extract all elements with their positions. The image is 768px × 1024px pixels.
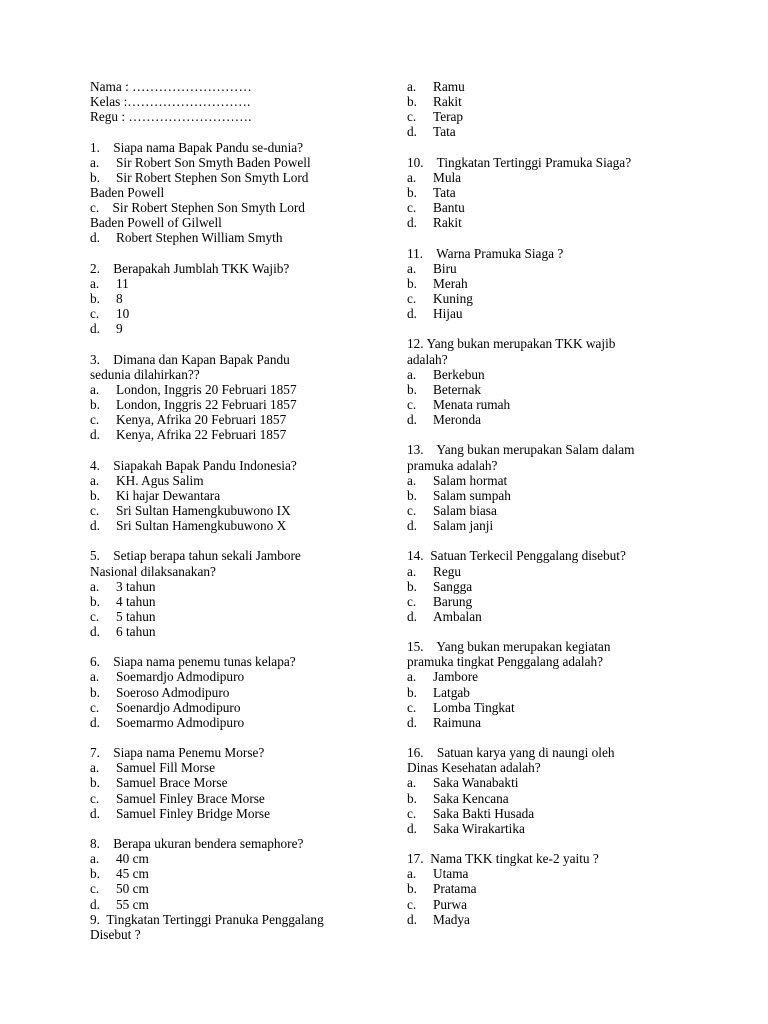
option-text: Mula [433, 169, 462, 185]
answer-option [90, 760, 380, 775]
option-text: 55 cm [116, 896, 149, 912]
answer-option [90, 427, 380, 442]
name-field: Nama : ……………………… [90, 79, 252, 94]
answer-option [90, 806, 380, 821]
answer-option [407, 775, 682, 790]
answer-option [90, 488, 380, 503]
option-text: Samuel Finley Brace Morse [116, 790, 265, 806]
option-letter: a. [90, 578, 100, 594]
option-letter: c. [90, 412, 100, 428]
answer-option [90, 594, 380, 609]
spacer [407, 321, 682, 336]
answer-option [90, 775, 380, 790]
option-letter: d. [407, 215, 417, 231]
option-text: Rakit [433, 215, 462, 231]
option-letter: d. [90, 624, 100, 640]
spacer [407, 140, 682, 155]
option-text: Salam biasa [433, 502, 497, 518]
option-text: Merah [433, 275, 468, 291]
text-continuation: Baden Powell of Gilwell [90, 215, 222, 231]
spacer [90, 821, 380, 836]
answer-option [407, 866, 682, 881]
option-text: Salam sumpah [433, 487, 511, 503]
left-column [90, 79, 380, 942]
option-letter: c. [407, 290, 417, 306]
option-letter: a. [90, 472, 100, 488]
question-text: 14. Satuan Terkecil Penggalang disebut? [407, 548, 626, 564]
question-text: 6. Siapa nama penemu tunas kelapa? [90, 654, 296, 670]
question-text: 11. Warna Pramuka Siaga ? [407, 245, 564, 261]
option-letter: a. [407, 169, 417, 185]
answer-option [90, 609, 380, 624]
option-text: Saka Wanabakti [433, 775, 519, 791]
answer-option [407, 881, 682, 896]
option-letter: a. [407, 472, 417, 488]
option-text: Utama [433, 866, 469, 882]
answer-option [90, 306, 380, 321]
option-letter: a. [407, 775, 417, 791]
answer-option [407, 594, 682, 609]
option-text: Robert Stephen William Smyth [116, 230, 283, 246]
question-text: 13. Yang bukan merupakan Salam dalam [407, 442, 635, 458]
option-letter: c. [407, 396, 417, 412]
answer-option [90, 170, 380, 185]
question-text: 8. Berapa ukuran bendera semaphore? [90, 836, 304, 852]
option-letter: c. [407, 109, 417, 125]
option-letter: d. [407, 306, 417, 322]
option-letter: c. [407, 805, 417, 821]
answer-option [90, 155, 380, 170]
option-text: Sri Sultan Hamengkubuwono X [116, 518, 287, 534]
class-field: Kelas :………………………. [90, 94, 251, 110]
option-text: Salam janji [433, 518, 494, 534]
question-text: 2. Berapakah Jumblah TKK Wajib? [90, 260, 290, 276]
text-continuation: pramuka tingkat Penggalang adalah? [407, 654, 604, 670]
option-letter: c. [90, 881, 100, 897]
answer-option [90, 685, 380, 700]
answer-option [407, 94, 682, 109]
option-text: Terap [433, 109, 464, 125]
text-continuation: Nasional dilaksanakan? [90, 563, 216, 579]
option-letter: b. [407, 684, 417, 700]
option-letter: a. [407, 669, 417, 685]
option-letter: d. [90, 896, 100, 912]
answer-option [407, 579, 682, 594]
option-text: Jambore [433, 669, 479, 685]
option-letter: b. [90, 290, 100, 306]
spacer [407, 427, 682, 442]
answer-option [407, 200, 682, 215]
option-text: Samuel Brace Morse [116, 775, 228, 791]
option-text: Rakit [433, 94, 462, 110]
spacer [90, 730, 380, 745]
option-letter: a. [90, 154, 100, 170]
answer-option [407, 912, 682, 927]
option-text: Soemardjo Admodipuro [116, 669, 245, 685]
option-text: 40 cm [116, 851, 149, 867]
option-text: Samuel Finley Bridge Morse [116, 805, 271, 821]
option-letter: b. [407, 381, 417, 397]
option-letter: d. [90, 230, 100, 246]
option-letter: c. [90, 790, 100, 806]
answer-option [407, 564, 682, 579]
option-letter: c. [90, 306, 100, 322]
option-letter: a. [407, 563, 417, 579]
option-letter: b. [90, 593, 100, 609]
option-text: Ki hajar Dewantara [116, 487, 221, 503]
answer-option [407, 669, 682, 684]
answer-option [407, 170, 682, 185]
option-letter: b. [90, 866, 100, 882]
answer-option [407, 261, 682, 276]
text-continuation: pramuka adalah? [407, 457, 498, 473]
option-letter: c. [407, 502, 417, 518]
option-text: Menata rumah [433, 396, 511, 412]
group-field: Regu : ………………………. [90, 109, 252, 125]
answer-option [407, 700, 682, 715]
option-text: Raimuna [433, 714, 482, 730]
text-continuation: Disebut ? [90, 926, 141, 942]
option-text: Soeroso Admodipuro [116, 684, 230, 700]
answer-option [407, 109, 682, 124]
answer-option [407, 124, 682, 139]
option-letter: b. [407, 790, 417, 806]
option-text: Ramu [433, 79, 465, 94]
text-continuation: adalah? [407, 351, 448, 367]
option-letter: c. [407, 699, 417, 715]
option-text: Pratama [433, 881, 477, 897]
answer-option [407, 397, 682, 412]
answer-option [90, 230, 380, 245]
answer-option [407, 609, 682, 624]
answer-option [90, 881, 380, 896]
option-letter: d. [90, 714, 100, 730]
answer-option [407, 791, 682, 806]
option-letter: b. [407, 94, 417, 110]
text-continuation: sedunia dilahirkan?? [90, 366, 200, 382]
option-text: Berkebun [433, 366, 485, 382]
spacer [407, 230, 682, 245]
option-letter: a. [90, 381, 100, 397]
option-letter: b. [407, 275, 417, 291]
option-text: Bantu [433, 200, 465, 216]
right-question-list [407, 79, 682, 927]
question-text: 5. Setiap berapa tahun sekali Jambore [90, 548, 301, 564]
option-text: Sir Robert Son Smyth Baden Powell [116, 154, 311, 170]
option-letter: c. [90, 502, 100, 518]
option-text: Kuning [433, 290, 473, 306]
option-text: KH. Agus Salim [116, 472, 204, 488]
option-text: London, Inggris 20 Februari 1857 [116, 381, 297, 397]
answer-option [407, 79, 682, 94]
answer-option [90, 897, 380, 912]
option-letter: c. [90, 608, 100, 624]
option-text: Kenya, Afrika 20 Februari 1857 [116, 412, 287, 428]
answer-option [407, 306, 682, 321]
option-text: 6 tahun [116, 624, 156, 640]
option-letter: a. [90, 275, 100, 291]
text-continuation: Dinas Kesehatan adalah? [407, 760, 541, 776]
option-text: Beternak [433, 381, 481, 397]
option-letter: b. [407, 881, 417, 897]
answer-option [90, 291, 380, 306]
answer-option [407, 412, 682, 427]
option-text: London, Inggris 22 Februari 1857 [116, 396, 297, 412]
option-text: 8 [116, 290, 123, 306]
option-text: Saka Wirakartika [433, 820, 525, 836]
answer-option [407, 215, 682, 230]
option-letter: d. [407, 608, 417, 624]
option-text: Samuel Fill Morse [116, 760, 215, 776]
option-letter: d. [407, 124, 417, 140]
answer-option [407, 291, 682, 306]
spacer [90, 639, 380, 654]
answer-option [407, 715, 682, 730]
option-letter: c. [407, 200, 417, 216]
option-letter: a. [407, 866, 417, 882]
option-text: Sangga [433, 578, 473, 594]
option-text: Soenardjo Admodipuro [116, 699, 241, 715]
option-letter: a. [90, 851, 100, 867]
option-text: 5 tahun [116, 608, 156, 624]
option-text: Barung [433, 593, 473, 609]
answer-option [90, 397, 380, 412]
option-letter: b. [90, 169, 100, 185]
left-question-list [90, 140, 380, 942]
answer-option [90, 412, 380, 427]
option-text: Salam hormat [433, 472, 508, 488]
question-text: 7. Siapa nama Penemu Morse? [90, 745, 265, 761]
option-letter: c. [407, 593, 417, 609]
option-letter: a. [407, 79, 417, 94]
answer-option [407, 518, 682, 533]
answer-option [90, 503, 380, 518]
option-letter: a. [90, 760, 100, 776]
option-text: Soemarmo Admodipuro [116, 714, 245, 730]
spacer [407, 836, 682, 851]
option-text: Sir Robert Stephen Son Smyth Lord [116, 169, 309, 185]
option-letter: a. [90, 669, 100, 685]
option-letter: d. [407, 911, 417, 927]
question-text: 15. Yang bukan merupakan kegiatan [407, 639, 611, 655]
option-text: Ambalan [433, 608, 482, 624]
option-text: Regu [433, 563, 462, 579]
spacer [407, 730, 682, 745]
option-text: Latgab [433, 684, 470, 700]
option-letter: b. [90, 684, 100, 700]
spacer [90, 336, 380, 351]
option-letter: d. [90, 427, 100, 443]
answer-option [407, 821, 682, 836]
answer-option [90, 715, 380, 730]
right-column [407, 79, 682, 927]
option-letter: d. [407, 714, 417, 730]
option-letter: c. [90, 699, 100, 715]
option-letter: b. [90, 487, 100, 503]
option-letter: a. [407, 260, 417, 276]
option-text: Tata [433, 124, 456, 140]
option-text: Meronda [433, 412, 481, 428]
answer-option [407, 473, 682, 488]
answer-option [90, 518, 380, 533]
answer-option [407, 806, 682, 821]
option-text: 9 [116, 321, 123, 337]
answer-option [90, 579, 380, 594]
option-letter: d. [407, 820, 417, 836]
answer-option [407, 276, 682, 291]
option-text: Biru [433, 260, 457, 276]
question-text: 9. Tingkatan Tertinggi Pranuka Penggalang [90, 911, 324, 927]
answer-option [90, 669, 380, 684]
answer-option [90, 276, 380, 291]
option-letter: d. [90, 805, 100, 821]
answer-option [90, 321, 380, 336]
option-text: Purwa [433, 896, 467, 912]
question-text: 3. Dimana dan Kapan Bapak Pandu [90, 351, 290, 367]
text-continuation: Baden Powell [90, 184, 165, 200]
option-letter: d. [407, 518, 417, 534]
answer-option [90, 791, 380, 806]
option-letter: c. [407, 896, 417, 912]
option-letter: d. [90, 518, 100, 534]
question-text: 12. Yang bukan merupakan TKK wajib [407, 336, 616, 352]
option-letter: b. [90, 775, 100, 791]
answer-option [90, 851, 380, 866]
spacer [90, 442, 380, 457]
answer-option [90, 382, 380, 397]
answer-option [407, 488, 682, 503]
spacer [407, 624, 682, 639]
option-text: 4 tahun [116, 593, 156, 609]
spacer [90, 533, 380, 548]
spacer [407, 533, 682, 548]
option-letter: a. [407, 366, 417, 382]
option-text: 45 cm [116, 866, 149, 882]
option-text: 10 [116, 306, 130, 322]
question-text: 4. Siapakah Bapak Pandu Indonesia? [90, 457, 297, 473]
option-text: 11 [116, 275, 129, 291]
option-text: Lomba Tingkat [433, 699, 515, 715]
question-text: 1. Siapa nama Bapak Pandu se-dunia? [90, 139, 304, 155]
answer-option [90, 624, 380, 639]
spacer [90, 246, 380, 261]
answer-option [90, 700, 380, 715]
question-text: 10. Tingkatan Tertinggi Pramuka Siaga? [407, 154, 632, 170]
answer-option [407, 897, 682, 912]
option-letter: b. [407, 487, 417, 503]
spacer [90, 124, 380, 139]
option-text: Sri Sultan Hamengkubuwono IX [116, 502, 291, 518]
answer-option [407, 503, 682, 518]
answer-option [407, 382, 682, 397]
answer-option [90, 473, 380, 488]
option-text: Tata [433, 184, 456, 200]
option-letter: b. [90, 396, 100, 412]
option-letter: b. [407, 184, 417, 200]
option-letter: d. [90, 321, 100, 337]
answer-option [407, 367, 682, 382]
answer-option [407, 685, 682, 700]
question-text: 16. Satuan karya yang di naungi oleh [407, 745, 615, 761]
option-text: Kenya, Afrika 22 Februari 1857 [116, 427, 287, 443]
answer-option [407, 185, 682, 200]
option-text: Hijau [433, 306, 463, 322]
option-text: Madya [433, 911, 470, 927]
question-text: 17. Nama TKK tingkat ke-2 yaitu ? [407, 851, 599, 867]
option-text: 50 cm [116, 881, 149, 897]
option-text: 3 tahun [116, 578, 156, 594]
option-text: Saka Kencana [433, 790, 509, 806]
option-letter: b. [407, 578, 417, 594]
answer-option [90, 866, 380, 881]
option-text: Saka Bakti Husada [433, 805, 535, 821]
option-letter: d. [407, 412, 417, 428]
text-continuation: c. Sir Robert Stephen Son Smyth Lord [90, 200, 305, 216]
